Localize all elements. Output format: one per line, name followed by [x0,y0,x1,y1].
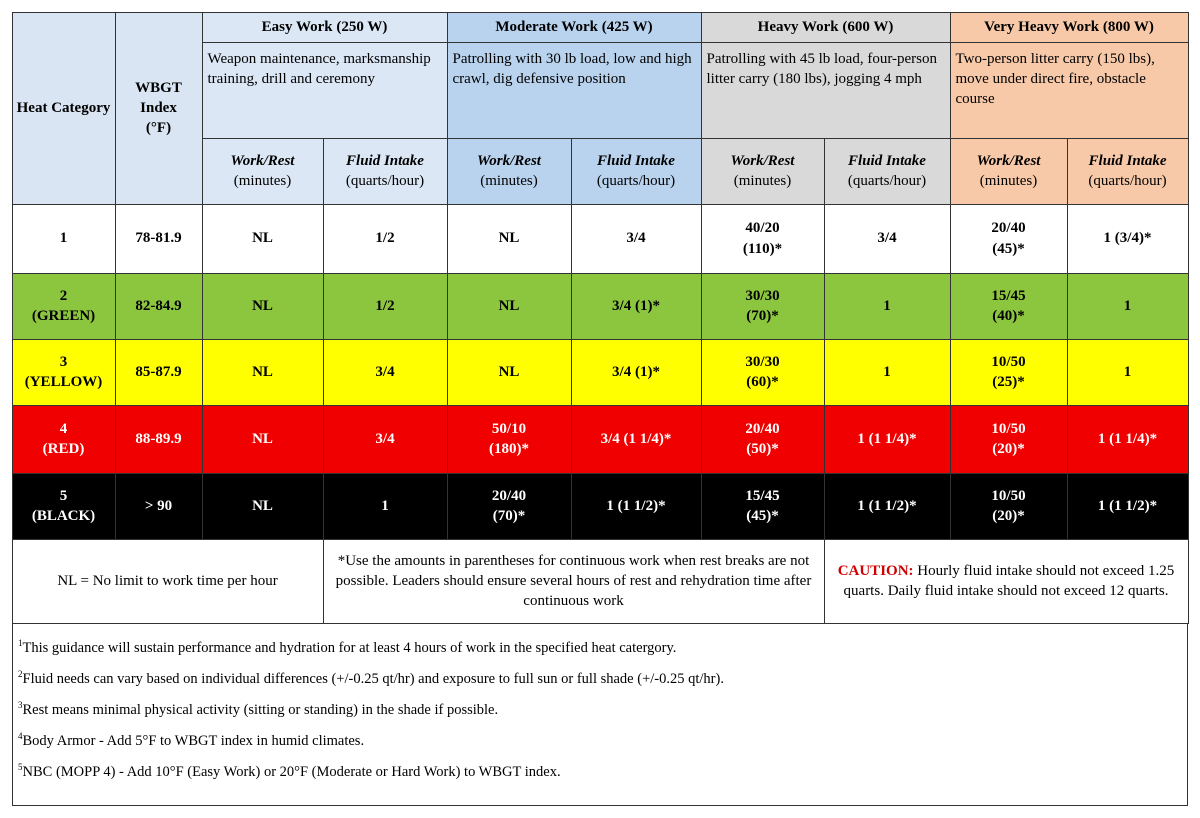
work-rest-cell [202,273,323,339]
footnote-text: Fluid needs can vary based on individual differences (+/-0.25 qt/hr) and exposure to full sun or full shade (+/-0.25 qt/hr). [22,671,724,687]
work-rest-table [12,12,1189,624]
continuous-work-value: (20)* [992,508,1025,524]
footnote-number: 2 [18,669,23,679]
work-rest-value: NL [252,230,273,247]
fluid-intake-cell [824,273,950,339]
fluid-intake-cell [323,405,447,473]
fluid-intake-value: 3/4 (1)* [612,363,660,380]
work-rest-cell [202,405,323,473]
work-rest-value: NL [498,230,520,247]
heat-category-rows [12,204,1188,539]
footnote-text: NBC (MOPP 4) - Add 10°F (Easy Work) or 20°F (Moderate or Hard Work) to WBGT index. [22,764,561,780]
fluid-intake-value: 1 (1 1/2)* [1097,497,1158,514]
fluid-intake-value: 1 [883,363,891,380]
heat-category-label: Heat Category [16,99,111,116]
continuous-work-value: (40)* [992,308,1025,324]
fluid-intake-cell [571,339,701,405]
work-rest-value: 20/40 [991,220,1026,237]
footnotes [13,633,1186,788]
caution-label: CAUTION: [837,562,914,579]
continuous-work-value: (45)* [746,508,779,524]
fluid-intake-cell [1067,405,1188,473]
caution-legend [824,539,1188,623]
fluid-intake-cell [1067,273,1188,339]
header-row-titles [12,12,1188,42]
fluid-intake-unit: (quarts/hour) [847,173,927,189]
work-rest-cell [701,339,824,405]
work-rest-value: 40/20 [745,220,780,237]
heat-category-row [12,339,1188,405]
continuous-work-value: (70)* [492,508,526,524]
heat-category-row [12,204,1188,273]
continuous-work-value: (180)* [489,441,529,457]
footnote [13,726,1186,757]
work-rest-value: NL [252,297,273,314]
heat-category-header [12,12,115,204]
work-rest-value: 20/40 [745,420,780,437]
work-rest-value: 10/50 [991,353,1026,370]
fluid-intake-unit: (quarts/hour) [596,173,676,189]
work-rest-value: NL [252,497,273,514]
heat-category-name: (RED) [42,441,85,457]
heat-category-cell [12,473,115,539]
work-rest-cell [447,405,571,473]
fluid-intake-value: 1 [1123,297,1132,314]
continuous-work-value: (50)* [746,441,779,457]
work-rest-label: Work/Rest [730,152,795,169]
work-rest-cell [950,405,1067,473]
heat-category-cell [12,339,115,405]
moderate-work-title: Moderate Work (425 W) [447,12,701,42]
fluid-intake-value: 1/2 [375,230,395,247]
fluid-intake-label: Fluid Intake [346,152,424,169]
fluid-intake-cell [323,339,447,405]
fluid-intake-value: 3/4 (1)* [612,297,660,314]
fluid-intake-unit: (quarts/hour) [1088,173,1167,189]
fluid-intake-cell [824,204,950,273]
footnote [13,695,1186,726]
easy-work-title: Easy Work (250 W) [202,12,447,42]
work-rest-value: 15/45 [745,487,780,504]
work-rest-label: Work/Rest [477,152,541,169]
work-rest-value: NL [498,363,520,380]
fluid-intake-cell [571,204,701,273]
fluid-intake-value: 1 [381,497,389,514]
heat-category-row [12,405,1188,473]
work-rest-cell [950,273,1067,339]
heavy-work-title: Heavy Work (600 W) [701,12,950,42]
footnote [13,633,1186,664]
fluid-intake-value: 3/4 [375,430,395,447]
work-rest-cell [701,204,824,273]
work-rest-value: NL [498,297,520,314]
heat-category-cell [12,273,115,339]
work-rest-unit: (minutes) [733,173,792,189]
wbgt-range-cell: 82-84.9 [115,273,202,339]
footnote-number: 3 [18,700,23,710]
continuous-work-value: (20)* [992,441,1025,457]
work-rest-cell [701,473,824,539]
caution-text: Hourly fluid intake should not exceed 1.25 quarts. Daily fluid intake should not exceed 12 quarts. [843,562,1175,599]
fluid-intake-cell [571,273,701,339]
subheader-work-rest [202,138,323,204]
heat-category-cell [12,405,115,473]
wbgt-header [115,12,202,204]
wbgt-label: WBGT Index [135,79,182,116]
fluid-intake-cell [323,273,447,339]
fluid-intake-cell [824,339,950,405]
fluid-intake-label: Fluid Intake [597,152,675,169]
footnote [13,664,1186,695]
work-rest-cell [701,405,824,473]
fluid-intake-cell [323,204,447,273]
work-rest-cell [701,273,824,339]
work-rest-value: NL [252,363,273,380]
fluid-intake-value: 3/4 [375,363,395,380]
footnote-text: Body Armor - Add 5°F to WBGT index in humid climates. [22,733,365,749]
heat-category-number: 1 [59,230,68,247]
fluid-intake-cell [323,473,447,539]
work-rest-value: 15/45 [991,287,1026,304]
very-heavy-work-title: Very Heavy Work (800 W) [950,12,1188,42]
footnote-text: This guidance will sustain performance and hydration for at least 4 hours of work in the specified heat catergory. [22,640,677,656]
wbgt-range-cell: 78-81.9 [115,204,202,273]
subheader-fluid-intake [323,138,447,204]
easy-work-description: Weapon maintenance, marksmanship training, drill and ceremony [202,42,447,138]
work-rest-cell [202,473,323,539]
work-rest-cell [202,339,323,405]
wbgt-range-cell: 85-87.9 [115,339,202,405]
subheader-work-rest [950,138,1067,204]
continuous-work-value: (60)* [746,374,779,390]
fluid-intake-unit: (quarts/hour) [345,173,425,189]
work-rest-cell [950,204,1067,273]
work-rest-value: 30/30 [745,287,780,304]
fluid-intake-value: 3/4 [877,230,897,247]
subheader-work-rest [447,138,571,204]
continuous-work-value: (110)* [742,240,783,257]
continuous-work-value: (45)* [992,240,1025,257]
work-rest-label: Work/Rest [976,152,1041,169]
wbgt-range-cell: 88-89.9 [115,405,202,473]
work-rest-cell [950,473,1067,539]
work-rest-value: 50/10 [491,420,527,437]
fluid-intake-cell [1067,473,1188,539]
fluid-intake-cell [824,473,950,539]
work-rest-cell [447,339,571,405]
work-rest-unit: (minutes) [233,173,292,189]
fluid-intake-value: 1 (1 1/2)* [606,497,666,514]
fluid-intake-cell [571,473,701,539]
fluid-intake-cell [1067,204,1188,273]
fluid-intake-value: 1 (3/4)* [1103,230,1152,247]
work-rest-cell [447,273,571,339]
work-rest-value: 20/40 [491,487,527,504]
moderate-work-description: Patrolling with 30 lb load, low and high crawl, dig defensive position [447,42,701,138]
fluid-intake-value: 1 (1 1/4)* [1097,430,1158,447]
work-rest-value: NL [252,430,273,447]
legend-row [12,539,1188,623]
work-rest-cell [950,339,1067,405]
fluid-intake-value: 1 (1 1/2)* [857,497,917,514]
fluid-intake-label: Fluid Intake [848,152,926,169]
heat-category-name: (YELLOW) [24,374,103,390]
subheader-work-rest [701,138,824,204]
heat-category-row [12,473,1188,539]
fluid-intake-value: 1 [883,297,891,314]
heat-category-row [12,273,1188,339]
work-rest-cell [202,204,323,273]
wbgt-unit: (°F) [145,120,172,137]
work-rest-cell [447,204,571,273]
continuous-work-value: (25)* [992,374,1025,390]
heat-category-name: (GREEN) [31,308,96,324]
subheader-fluid-intake [1067,138,1188,204]
footnote-number: 1 [18,638,23,648]
fluid-intake-cell [1067,339,1188,405]
work-rest-value: 30/30 [745,353,780,370]
work-rest-value: 10/50 [991,420,1026,437]
work-rest-cell [447,473,571,539]
heat-category-number: 4 [59,420,68,437]
heavy-work-description: Patrolling with 45 lb load, four-person litter carry (180 lbs), jogging 4 mph [701,42,950,138]
fluid-intake-cell [824,405,950,473]
work-rest-label: Work/Rest [230,152,295,169]
fluid-intake-value: 1 (1 1/4)* [857,430,917,447]
parentheses-legend: *Use the amounts in parentheses for continuous work when rest breaks are not possible. Leaders should ensure several hours of rest and rehydration time after continuous work [323,539,824,623]
work-rest-unit: (minutes) [979,173,1038,189]
heat-category-number: 5 [59,487,68,504]
heat-guidance-sheet [12,12,1188,806]
fluid-intake-value: 1/2 [375,297,395,314]
continuous-work-value: (70)* [746,308,779,324]
fluid-intake-label: Fluid Intake [1088,152,1167,169]
footnote-number: 5 [18,762,23,772]
nl-legend: NL = No limit to work time per hour [12,539,323,623]
fluid-intake-value: 3/4 [626,230,646,247]
wbgt-range-cell: > 90 [115,473,202,539]
fluid-intake-value: 1 [1123,363,1132,380]
heat-category-cell [12,204,115,273]
subheader-fluid-intake [824,138,950,204]
heat-category-name: (BLACK) [31,508,96,524]
footnote [13,757,1186,788]
footnote-text: Rest means minimal physical activity (sitting or standing) in the shade if possible. [22,702,499,718]
very-heavy-work-description: Two-person litter carry (150 lbs), move under direct fire, obstacle course [950,42,1188,138]
subheader-fluid-intake [571,138,701,204]
work-rest-unit: (minutes) [480,173,538,189]
fluid-intake-cell [571,405,701,473]
footnote-number: 4 [18,731,23,741]
work-rest-value: 10/50 [991,487,1026,504]
heat-category-number: 2 [59,287,68,304]
fluid-intake-value: 3/4 (1 1/4)* [600,430,672,447]
heat-category-number: 3 [59,353,68,370]
